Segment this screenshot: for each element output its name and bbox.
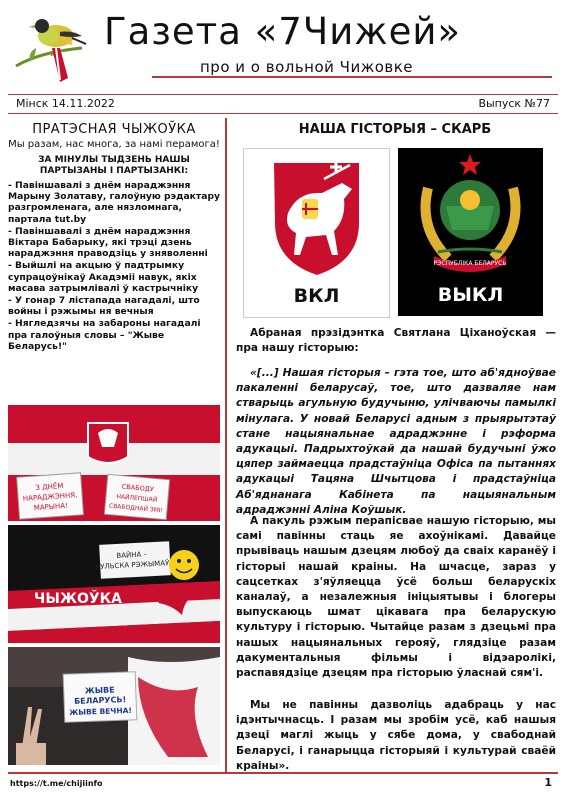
emblem-left-label: ВКЛ: [293, 285, 340, 307]
masthead: [0, 0, 566, 92]
article-intro: Абраная прэзідэнтка Святлана Ціханоўская — пра нашу гісторыю:: [236, 327, 556, 355]
newspaper-tagline: про и о вольной Чижовке: [200, 58, 414, 76]
pahonia-emblem-panel: [243, 148, 390, 318]
svg-text:СВАБОДНАЙ ЗМІ!: СВАБОДНАЙ ЗМІ!: [108, 502, 164, 515]
left-column-title: ПРАТЭСНАЯ ЧЫЖОЎКА: [32, 122, 196, 137]
left-column-heading: ЗА МІНУЛЫ ТЫДЗЕНЬ НАШЫ ПАРТЫЗАНЫ І ПАРТЫЗАНКІ:: [38, 155, 190, 176]
svg-text:СВАБОДУ: СВАБОДУ: [121, 482, 155, 494]
soviet-style-emblem-panel: [398, 148, 543, 316]
telegram-link[interactable]: https://t.me/chijiinfo: [10, 779, 103, 788]
partisan-actions-list: [8, 180, 220, 352]
svg-text:КУЛЬСКА РЭЖЫМАЎ: КУЛЬСКА РЭЖЫМАЎ: [95, 559, 170, 572]
svg-text:ВАЙНА –: ВАЙНА –: [116, 550, 148, 560]
article-quote: «[...] Нашая гісторыя – гэта тое, што аб'ядноўвае пакаленні беларусаў, тое, што дазваляе нам стварыць агульную будучыню, улічваючы памылкі мінулага. У новай Беларусі адным з прыярытэтаў стане нацыянальнае адраджэнне і рэформа адукацыі. Падрыхтоўкай да нашай будучыні ўжо цяпер займаецца прадстаўніца Офіса па пытаннях адукацыі Тацяна Шчытцова і прадстаўніца Аб'яднанага Кабінета па нацыянальным адраджэнні Аліна Коўшык.: [236, 367, 556, 516]
left-column-subtitle: Мы разам, нас многа, за намі перамога!: [8, 139, 220, 150]
siskin-bird-logo: [10, 8, 92, 88]
svg-text:МАРЫНА!: МАРЫНА!: [33, 501, 69, 513]
list-item: - У гонар 7 лістапада нагадалі, што войны і рэжымы ня вечныя: [8, 295, 200, 318]
issue-number: Выпуск №77: [478, 97, 550, 110]
protest-chyzhouka-column: [8, 118, 220, 353]
list-item: - Павіншавалі з днём нараджэння Віктара Бабарыку, які трэці дзень нараджэння праводзіць у зняволенні: [8, 225, 208, 260]
column-divider: [225, 118, 227, 772]
page-number: 1: [544, 776, 552, 789]
protest-photo-chyzhouka-flag: [8, 525, 220, 643]
article-paragraph-3: Мы не павінны дазволіць адабраць у нас ідэнтычнасць. І разам мы зробім усё, каб нашыя дзеці маглі жыць у сябе дома, у свабоднай Беларусі, і ганарыцца гісторыяй і культурай сваёй краіны».: [236, 699, 556, 772]
list-item: - Павіншавалі з днём нараджэння Марыну Золатаву, галоўную рэдактару разгромленага, але нязломнага, партала tut.by: [8, 180, 221, 225]
svg-text:ЧЫЖОЎКА: ЧЫЖОЎКА: [34, 591, 122, 607]
protest-photo-zhyve-belarus: [8, 647, 220, 765]
article-title: НАША ГІСТОРЫЯ – СКАРБ: [298, 122, 492, 137]
newspaper-title: Газета «7Чижей»: [104, 10, 462, 53]
svg-text:З ДНЁМ: З ДНЁМ: [35, 482, 64, 492]
svg-text:ЖЫВЕ: ЖЫВЕ: [84, 685, 115, 696]
protest-photo-birthday: [8, 405, 220, 521]
issue-place-date: Мінск 14.11.2022: [16, 97, 115, 110]
emblem-right-label: ВЫКЛ: [437, 284, 504, 306]
svg-text:ЖЫВЕ ВЕЧНА!: ЖЫВЕ ВЕЧНА!: [68, 705, 133, 718]
emblem-ribbon-text: РЭСПУБЛІКА БЕЛАРУСЬ: [433, 260, 507, 267]
svg-text:НАЙЛЕПШАЙ: НАЙЛЕПШАЙ: [116, 493, 158, 504]
article-paragraph-2: А пакуль рэжым перапісвае нашую гісторыю, мы самі павінны стаць яе ахоўнікамі. Давайце прывівaць нашым дзецям любоў да сваіх каранёў і гісторыі нашай краіны. На шчасце, зараз у сацсетках з'яўляецца ўсё больш беларускіх каналаў, а незалежныя ініцыятывы і блогеры выпускаюць шмат цікавага пра беларускую культуру і гісторыю. Чытайце разам з дзецьмі пра нашых нацыянальных герояў, глядзіце разам дакументальныя фільмы і відэаролікі, распавядзіце дзецям пра гісторыю ўласнай сям'і.: [236, 515, 556, 680]
issue-info-bar: [8, 94, 558, 114]
list-item: - Нягледзячы на забароны нагадалі пра галоўныя словы – "Жыве Беларусь!": [8, 318, 201, 352]
title-underline: [152, 76, 552, 78]
svg-text:БЕЛАРУСЬ!: БЕЛАРУСЬ!: [73, 695, 127, 706]
list-item: - Выйшлі на акцыю ў падтрымку супрацоўнікаў Акадэміі навук, якіх масава затрымлівалі ў кастрычніку: [8, 260, 199, 294]
footer-rule: [8, 772, 558, 774]
svg-text:НАРАДЖЭННЯ,: НАРАДЖЭННЯ,: [22, 491, 78, 503]
